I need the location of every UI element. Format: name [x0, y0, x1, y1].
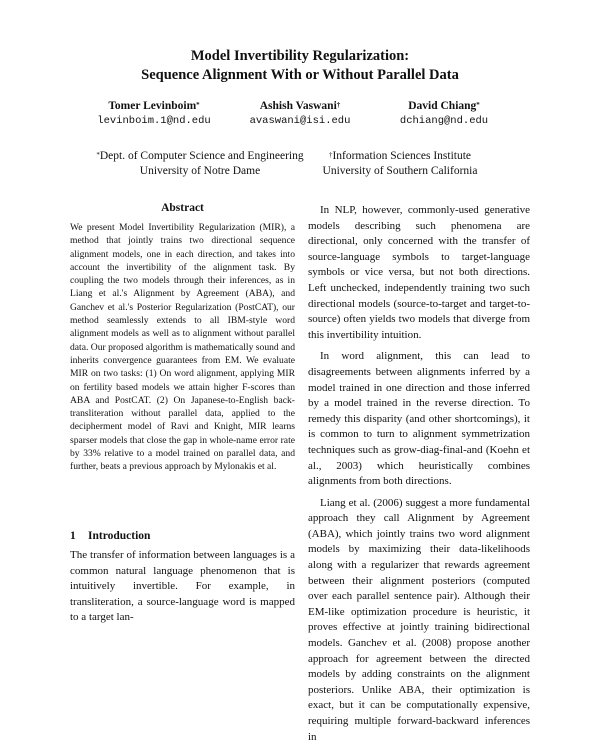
author-mark: *	[476, 101, 480, 109]
paper-title-line-2: Sequence Alignment With or Without Parallel Data	[141, 67, 459, 83]
body-paragraph: In NLP, however, commonly-used generative models describing such phenomena are directional, only concerned with the transfer of source-language symbols to target-language symbols or vice versa, but not both directions. Left unchecked, independently training two such directional models (source-to-target and target-to-source) often yields two models that diverge from this invertibility intuition.	[308, 204, 530, 341]
affiliation-mark: *	[96, 151, 100, 159]
intro-paragraph: The transfer of information between languages is a common natural language phenomenon that is intuitively invertible. For example, in transliteration, a source-language word is mapped to a target lan-	[70, 549, 295, 624]
affiliation-dept: Dept. of Computer Science and Engineering	[99, 150, 304, 162]
author-email[interactable]: dchiang@nd.edu	[399, 115, 489, 127]
affiliation-dept: Information Sciences Institute	[332, 150, 472, 162]
author-mark: *	[196, 101, 200, 109]
affiliation-institution: University of Notre Dame	[139, 165, 261, 177]
abstract-heading: Abstract	[161, 202, 204, 214]
affiliation-2	[270, 149, 530, 179]
right-column	[308, 203, 530, 751]
author-name: Ashish Vaswani	[259, 100, 337, 112]
author-name: David Chiang	[408, 100, 477, 112]
affiliation-mark: †	[328, 151, 333, 159]
section-number: 1	[70, 530, 76, 542]
author-email[interactable]: levinboim.1@nd.edu	[97, 115, 211, 127]
abstract-body: We present Model Invertibility Regularization (MIR), a method that jointly trains two directional sequence alignment models, one in each direction, and takes into account the invertibility of the alignment task. By coupling the two models through their inferences, as in Liang et al.'s Alignment by Agreement (ABA), and Ganchev et al.'s Posterior Regularization (PostCAT), our method seamlessly extends to all IBM-style word alignment models as well as to alignment without parallel data. Our proposed algorithm is mathematically sound and inherits convergence guarantees from EM. We evaluate MIR on two tasks: (1) On word alignment, applying MIR on fertility based models we attain higher F-scores than ABA and PostCAT. (2) On Japanese-to-English back-transliteration without parallel data, applied to the decipherment model of Ravi and Knight, MIR learns sparser models that close the gap in whole-name error rate by 33% relative to a model trained on parallel data, and further, beats a previous approach by Mylonakis et al.	[70, 222, 295, 473]
author-name: Tomer Levinboim	[108, 100, 197, 112]
author-3	[354, 99, 534, 129]
body-paragraph: Liang et al. (2006) suggest a more fundamental approach they call Alignment by Agreement (ABA), which jointly trains two word alignment models by maximizing their data-likelihoods along with a regularizer that rewards agreement between their alignment posteriors (computed over each parallel sentence pair). Although their EM-like optimization procedure is heuristic, it proves effective at jointly training bidirectional models. Ganchev et al. (2008) propose another approach for agreement between the directed models by adding constraints on the alignment posteriors. Unlike ABA, their optimization is exact, but it can be computationally expensive, requiring multiple forward-backward inferences in	[308, 496, 530, 743]
section-title: Introduction	[88, 530, 151, 542]
paper-title-line-1: Model Invertibility Regularization:	[190, 48, 410, 64]
affiliation-institution: University of Southern California	[322, 165, 478, 177]
author-email[interactable]: avaswani@isi.edu	[249, 115, 351, 127]
author-mark: †	[336, 101, 341, 109]
section-heading	[70, 530, 150, 542]
body-paragraph: In word alignment, this can lead to disagreements between alignments inferred by a model trained in one direction and those inferred by a model trained in the reverse direction. To remedy this disparity (and other shortcomings), it is common to turn to alignment symmetrization techniques such as grow-diag-final-and (Koehn et al., 2003) which heuristically combines alignments from both directions.	[308, 350, 530, 488]
